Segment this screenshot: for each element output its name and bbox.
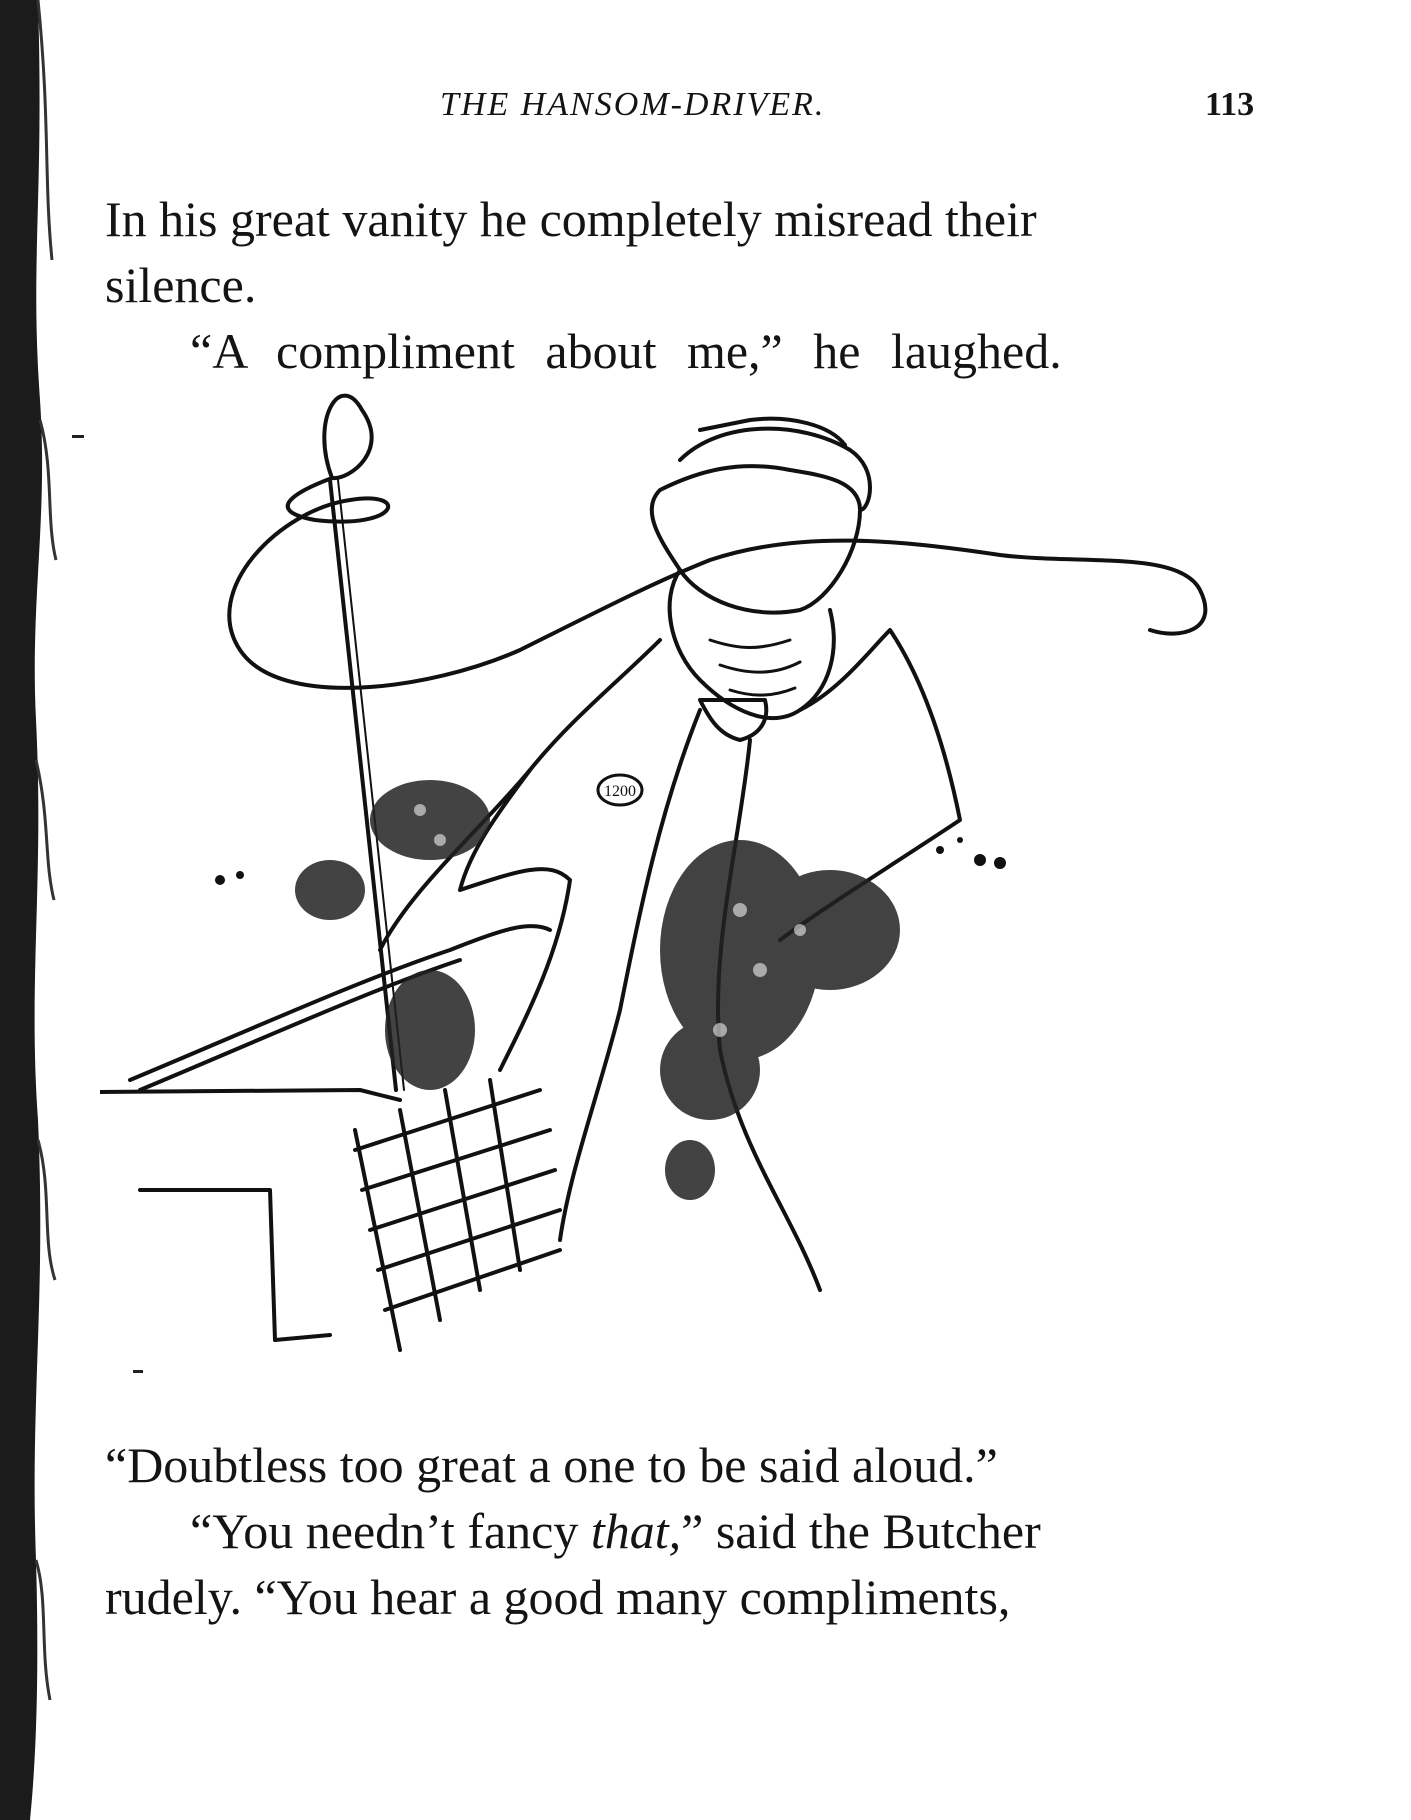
reins: [130, 926, 550, 1080]
badge-number: 1200: [604, 783, 636, 800]
text-line: “A compliment about me,” he laughed.: [190, 323, 1062, 379]
page-number: 113: [1205, 86, 1255, 123]
hansom-driver-illustration: [100, 390, 1330, 1440]
scan-mark: [133, 1370, 143, 1373]
whip-lash: [229, 396, 1205, 688]
bottom-paragraph: [105, 1432, 1255, 1630]
top-paragraph: [105, 186, 1255, 384]
text-line: [105, 1498, 1255, 1564]
text-line: “Doubtless too great a one to be said aloud.”: [105, 1437, 998, 1493]
cab-roof: [140, 1190, 330, 1340]
text-run: ” said the Butcher: [681, 1503, 1041, 1559]
running-head: THE HANSOM-DRIVER.: [440, 86, 826, 123]
scan-spine-edge: [0, 0, 60, 1820]
text-line: rudely. “You hear a good many compliments,: [105, 1569, 1011, 1625]
text-line: silence.: [105, 257, 257, 313]
scan-mark: [72, 435, 84, 438]
text-line: In his great vanity he completely misread their: [105, 191, 1037, 247]
whip-handle: [330, 480, 396, 1090]
checked-blanket: [355, 1080, 560, 1350]
italic-emphasis: that,: [590, 1503, 682, 1559]
text-run: “You needn’t fancy: [190, 1503, 591, 1559]
